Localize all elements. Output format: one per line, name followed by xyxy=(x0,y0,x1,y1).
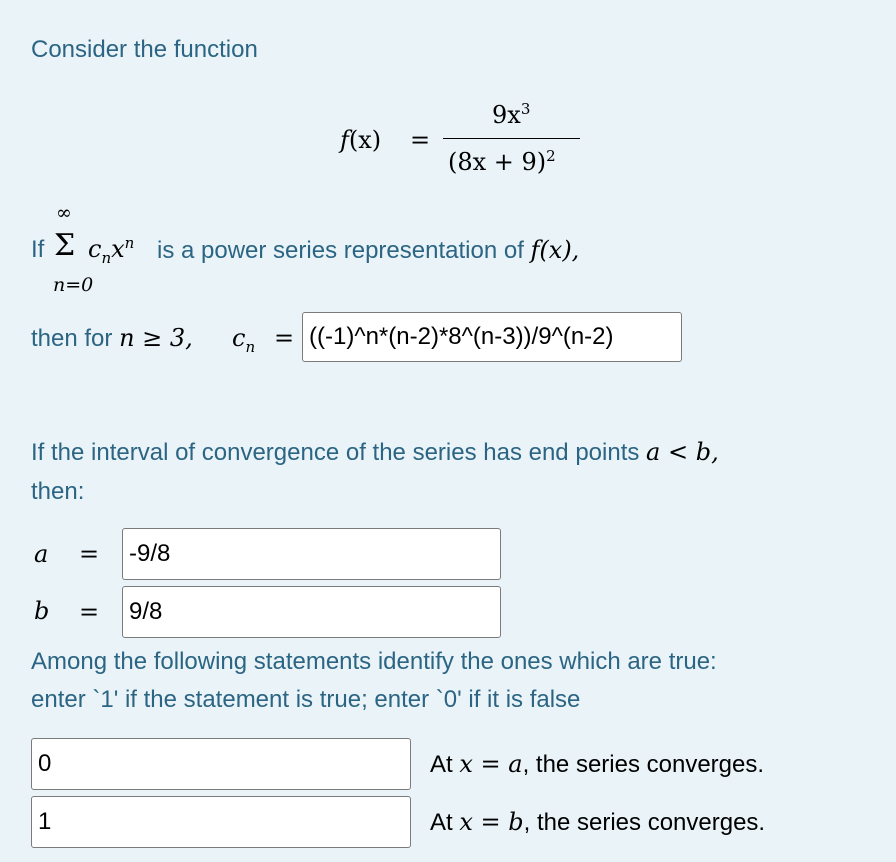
b-equals: = xyxy=(79,598,100,626)
function-denominator: $(8x + 9)^2$ xyxy=(448,147,556,176)
statement-1-text: At x = a, the series converges. xyxy=(430,750,765,778)
function-equation xyxy=(340,98,590,188)
sum-upper-limit: ∞ xyxy=(56,202,72,224)
statement-2-text: At x = b, the series converges. xyxy=(430,808,766,836)
sum-lower-limit: n=0 xyxy=(53,274,94,296)
b-value-input[interactable]: 9/8 xyxy=(122,586,501,638)
fraction-bar xyxy=(443,138,580,139)
statement-1-input[interactable]: 0 xyxy=(31,738,411,790)
a-label: a xyxy=(34,540,49,568)
instruction-line2: enter `1' if the statement is true; enter `0' if it is false xyxy=(31,686,581,713)
function-numerator: $9x^3$ xyxy=(492,100,531,129)
then-for-text: then for n ≥ 3, xyxy=(31,324,193,352)
series-description: is a power series representation of f(x), xyxy=(157,236,580,264)
series-statement xyxy=(31,200,891,300)
interval-line2: then: xyxy=(31,478,85,505)
series-term: $c_nx^n$ xyxy=(88,234,135,267)
sigma-symbol: Σ xyxy=(54,228,76,263)
if-word: If xyxy=(31,236,45,263)
b-label: b xyxy=(34,597,50,625)
function-equals: = xyxy=(410,126,431,154)
cn-answer-input[interactable]: ((-1)^n*(n-2)*8^(n-3))/9^(n-2) xyxy=(302,312,682,362)
cn-equals: = xyxy=(274,324,295,352)
function-lhs: f(x) xyxy=(340,126,382,154)
interval-line1: If the interval of convergence of the series has end points a < b, xyxy=(31,438,719,466)
cn-label: $c_n$ xyxy=(232,324,256,356)
intro-text: Consider the function xyxy=(31,36,258,63)
a-value-input[interactable]: -9/8 xyxy=(122,528,501,580)
statement-2-input[interactable]: 1 xyxy=(31,796,411,848)
instruction-line1: Among the following statements identify the ones which are true: xyxy=(31,648,717,675)
a-equals: = xyxy=(79,540,100,568)
